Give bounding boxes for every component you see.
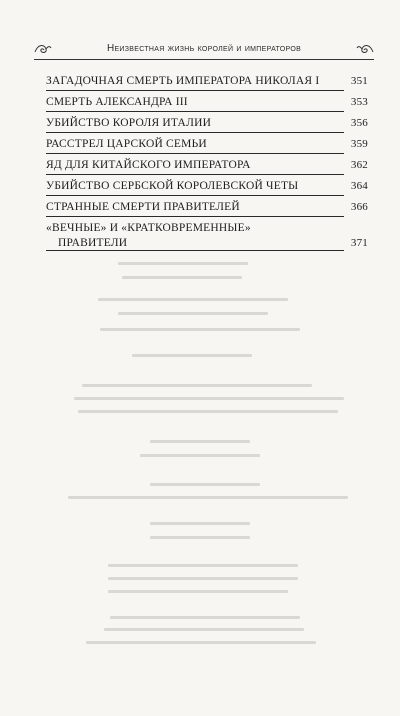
toc-page-number: 356 (350, 117, 368, 129)
toc-entry (46, 197, 368, 218)
toc-entry-title: ЗАГАДОЧНАЯ СМЕРТЬ ИМПЕРАТОРА НИКОЛАЯ I (46, 75, 320, 87)
toc-entry-title: «ВЕЧНЫЕ» И «КРАТКОВРЕМЕННЫЕ» (46, 222, 251, 234)
toc-entry (46, 134, 368, 155)
toc-underline (46, 111, 344, 112)
toc-entry-title: СМЕРТЬ АЛЕКСАНДРА III (46, 96, 188, 108)
toc-entry-title: СТРАННЫЕ СМЕРТИ ПРАВИТЕЛЕЙ (46, 201, 240, 213)
toc-entry-title: РАССТРЕЛ ЦАРСКОЙ СЕМЬИ (46, 138, 207, 150)
toc-underline (46, 216, 344, 217)
toc-entry (46, 113, 368, 134)
toc-page-number: 371 (350, 237, 368, 249)
toc-entry (46, 71, 368, 92)
toc-entry-title: УБИЙСТВО СЕРБСКОЙ КОРОЛЕВСКОЙ ЧЕТЫ (46, 180, 299, 192)
floral-ornament-icon (356, 42, 374, 56)
table-of-contents (46, 71, 368, 252)
toc-entry-title: ЯД ДЛЯ КИТАЙСКОГО ИМПЕРАТОРА (46, 159, 251, 171)
toc-entry (46, 176, 368, 197)
toc-underline (46, 250, 344, 251)
running-header (34, 40, 374, 62)
header-rule (34, 59, 374, 60)
toc-page-number: 353 (350, 96, 368, 108)
toc-page-number: 359 (350, 138, 368, 150)
toc-underline (46, 153, 344, 154)
toc-page-number: 366 (350, 201, 368, 213)
toc-page-number: 364 (350, 180, 368, 192)
toc-entry-title: УБИЙСТВО КОРОЛЯ ИТАЛИИ (46, 117, 212, 129)
toc-entry (46, 92, 368, 113)
toc-underline (46, 174, 344, 175)
toc-page-number: 362 (350, 159, 368, 171)
floral-ornament-icon (34, 42, 52, 56)
toc-underline (46, 90, 344, 91)
running-header-title: Неизвестная жизнь королей и императоров (106, 43, 302, 54)
toc-entry (46, 218, 368, 252)
toc-underline (46, 195, 344, 196)
toc-entry (46, 155, 368, 176)
toc-page-number: 351 (350, 75, 368, 87)
toc-underline (46, 132, 344, 133)
toc-entry-title-line2: ПРАВИТЕЛИ (58, 237, 128, 249)
